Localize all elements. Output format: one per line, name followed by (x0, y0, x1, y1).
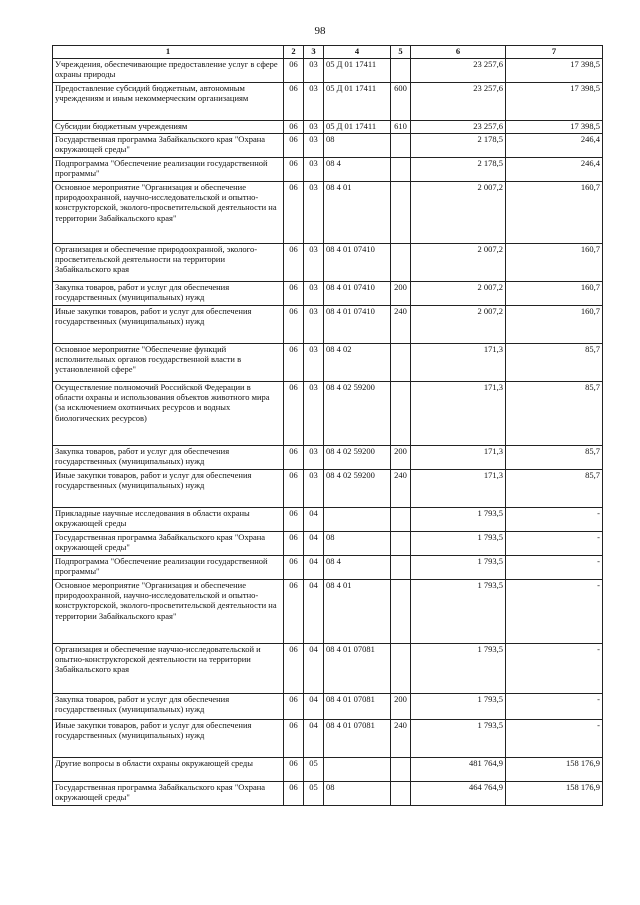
row-target-code: 08 4 (324, 556, 391, 580)
row-section-code: 06 (284, 282, 304, 306)
row-amount-1: 1 793,5 (411, 508, 506, 532)
row-target-code: 08 4 01 07081 (324, 644, 391, 694)
row-amount-1: 2 178,5 (411, 134, 506, 158)
row-amount-1: 171,3 (411, 382, 506, 446)
row-target-code: 08 4 02 59200 (324, 470, 391, 508)
row-subsection-code: 03 (304, 344, 324, 382)
table-row (53, 758, 603, 782)
row-subsection-code: 04 (304, 556, 324, 580)
table-row (53, 83, 603, 121)
row-subsection-code: 03 (304, 282, 324, 306)
row-subsection-code: 04 (304, 580, 324, 644)
column-header: 7 (506, 46, 603, 59)
row-expense-type-code (391, 382, 411, 446)
row-name: Осуществление полномочий Российской Федерации в области охраны и использования объектов животного мира (за исключением охотничьих ресурсов и водных биологических ресурсов) (53, 382, 284, 446)
row-section-code: 06 (284, 182, 304, 244)
row-section-code: 06 (284, 580, 304, 644)
row-target-code: 05 Д 01 17411 (324, 121, 391, 134)
row-target-code: 08 4 02 59200 (324, 446, 391, 470)
row-expense-type-code (391, 344, 411, 382)
row-expense-type-code (391, 758, 411, 782)
row-name: Прикладные научные исследования в области охраны окружающей среды (53, 508, 284, 532)
table-row (53, 244, 603, 282)
row-expense-type-code: 200 (391, 282, 411, 306)
row-name: Иные закупки товаров, работ и услуг для обеспечения государственных (муниципальных) нужд (53, 720, 284, 758)
row-section-code: 06 (284, 532, 304, 556)
row-section-code: 06 (284, 83, 304, 121)
row-section-code: 06 (284, 382, 304, 446)
table-row (53, 344, 603, 382)
row-name: Основное мероприятие "Организация и обеспечение природоохранной, научно-исследовательской и опытно- конструкторской, эколого-просветительской деятельности на территории Забайкальского края" (53, 580, 284, 644)
row-name: Подпрограмма "Обеспечение реализации государственной программы" (53, 158, 284, 182)
row-subsection-code: 03 (304, 244, 324, 282)
row-expense-type-code: 600 (391, 83, 411, 121)
row-section-code: 06 (284, 134, 304, 158)
table-row (53, 59, 603, 83)
row-expense-type-code (391, 580, 411, 644)
row-amount-1: 1 793,5 (411, 556, 506, 580)
row-target-code: 08 4 01 07081 (324, 694, 391, 720)
row-target-code: 08 4 01 07410 (324, 306, 391, 344)
row-target-code: 05 Д 01 17411 (324, 59, 391, 83)
row-name: Основное мероприятие "Организация и обеспечение природоохранной, научно-исследовательской и опытно- конструкторской, эколого-просветительской деятельности на территории Забайкальского края" (53, 182, 284, 244)
row-amount-2: 246,4 (506, 134, 603, 158)
row-target-code: 08 4 (324, 158, 391, 182)
row-target-code: 08 4 01 (324, 182, 391, 244)
column-header: 3 (304, 46, 324, 59)
table-row (53, 508, 603, 532)
row-expense-type-code (391, 508, 411, 532)
row-subsection-code: 03 (304, 182, 324, 244)
row-amount-2: 160,7 (506, 306, 603, 344)
row-subsection-code: 03 (304, 470, 324, 508)
row-amount-2: 17 398,5 (506, 59, 603, 83)
page-number: 98 (314, 25, 326, 37)
table-row (53, 532, 603, 556)
row-name: Учреждения, обеспечивающие предоставление услуг в сфере охраны природы (53, 59, 284, 83)
row-amount-2: - (506, 644, 603, 694)
row-target-code: 08 4 02 59200 (324, 382, 391, 446)
row-section-code: 06 (284, 344, 304, 382)
row-amount-1: 1 793,5 (411, 580, 506, 644)
row-name: Организация и обеспечение научно-исследовательской и опытно-конструкторской деятельности на территории Забайкальского края (53, 644, 284, 694)
table-body (53, 59, 603, 806)
table-row (53, 470, 603, 508)
row-amount-1: 1 793,5 (411, 532, 506, 556)
row-subsection-code: 03 (304, 158, 324, 182)
row-amount-2: - (506, 720, 603, 758)
row-expense-type-code (391, 644, 411, 694)
row-amount-1: 2 178,5 (411, 158, 506, 182)
table-row (53, 556, 603, 580)
row-amount-2: 17 398,5 (506, 83, 603, 121)
row-expense-type-code (391, 134, 411, 158)
row-amount-2: - (506, 694, 603, 720)
budget-table (52, 45, 603, 806)
header-row (53, 46, 603, 59)
row-expense-type-code (391, 182, 411, 244)
row-target-code: 08 4 01 (324, 580, 391, 644)
column-header: 2 (284, 46, 304, 59)
row-section-code: 06 (284, 782, 304, 806)
row-subsection-code: 05 (304, 758, 324, 782)
table-row (53, 580, 603, 644)
row-amount-1: 464 764,9 (411, 782, 506, 806)
row-target-code: 08 (324, 532, 391, 556)
row-subsection-code: 03 (304, 382, 324, 446)
table-row (53, 134, 603, 158)
row-amount-2: - (506, 580, 603, 644)
row-name: Основное мероприятие "Обеспечение функций исполнительных органов государственной власти в установленной сфере" (53, 344, 284, 382)
row-section-code: 06 (284, 694, 304, 720)
row-target-code (324, 758, 391, 782)
table-row (53, 644, 603, 694)
row-amount-2: 160,7 (506, 182, 603, 244)
table-row (53, 694, 603, 720)
row-name: Государственная программа Забайкальского края "Охрана окружающей среды" (53, 532, 284, 556)
row-subsection-code: 04 (304, 694, 324, 720)
table-row (53, 720, 603, 758)
row-subsection-code: 04 (304, 720, 324, 758)
table-row (53, 182, 603, 244)
row-name: Предоставление субсидий бюджетным, автономным учреждениям и иным некоммерческим организациям (53, 83, 284, 121)
row-amount-1: 171,3 (411, 344, 506, 382)
table-row (53, 121, 603, 134)
row-expense-type-code: 240 (391, 306, 411, 344)
table-row (53, 306, 603, 344)
row-name: Иные закупки товаров, работ и услуг для обеспечения государственных (муниципальных) нужд (53, 470, 284, 508)
row-expense-type-code: 200 (391, 446, 411, 470)
row-target-code: 05 Д 01 17411 (324, 83, 391, 121)
column-header: 6 (411, 46, 506, 59)
row-section-code: 06 (284, 758, 304, 782)
table-row (53, 782, 603, 806)
row-section-code: 06 (284, 446, 304, 470)
row-expense-type-code (391, 556, 411, 580)
row-section-code: 06 (284, 59, 304, 83)
row-section-code: 06 (284, 644, 304, 694)
row-section-code: 06 (284, 244, 304, 282)
row-name: Иные закупки товаров, работ и услуг для обеспечения государственных (муниципальных) нужд (53, 306, 284, 344)
row-name: Государственная программа Забайкальского края "Охрана окружающей среды" (53, 782, 284, 806)
row-subsection-code: 03 (304, 306, 324, 344)
row-name: Закупка товаров, работ и услуг для обеспечения государственных (муниципальных) нужд (53, 694, 284, 720)
row-name: Закупка товаров, работ и услуг для обеспечения государственных (муниципальных) нужд (53, 282, 284, 306)
row-amount-2: - (506, 556, 603, 580)
row-amount-1: 23 257,6 (411, 83, 506, 121)
row-amount-1: 23 257,6 (411, 59, 506, 83)
row-amount-1: 2 007,2 (411, 182, 506, 244)
row-amount-1: 2 007,2 (411, 282, 506, 306)
row-expense-type-code: 240 (391, 720, 411, 758)
row-subsection-code: 04 (304, 532, 324, 556)
row-subsection-code: 03 (304, 121, 324, 134)
row-expense-type-code: 610 (391, 121, 411, 134)
row-amount-2: 85,7 (506, 344, 603, 382)
row-subsection-code: 04 (304, 644, 324, 694)
row-amount-1: 171,3 (411, 446, 506, 470)
column-header: 5 (391, 46, 411, 59)
row-amount-1: 1 793,5 (411, 644, 506, 694)
row-amount-1: 481 764,9 (411, 758, 506, 782)
row-amount-2: 158 176,9 (506, 758, 603, 782)
row-amount-2: 246,4 (506, 158, 603, 182)
row-section-code: 06 (284, 720, 304, 758)
table-row (53, 282, 603, 306)
row-amount-1: 1 793,5 (411, 694, 506, 720)
row-expense-type-code (391, 158, 411, 182)
row-subsection-code: 03 (304, 59, 324, 83)
row-expense-type-code (391, 244, 411, 282)
row-target-code: 08 4 01 07410 (324, 282, 391, 306)
row-amount-1: 2 007,2 (411, 244, 506, 282)
row-name: Закупка товаров, работ и услуг для обеспечения государственных (муниципальных) нужд (53, 446, 284, 470)
row-amount-2: 160,7 (506, 244, 603, 282)
row-name: Другие вопросы в области охраны окружающей среды (53, 758, 284, 782)
row-subsection-code: 03 (304, 83, 324, 121)
column-header: 1 (53, 46, 284, 59)
row-section-code: 06 (284, 158, 304, 182)
table-row (53, 158, 603, 182)
row-amount-1: 2 007,2 (411, 306, 506, 344)
table-row (53, 382, 603, 446)
row-amount-2: - (506, 508, 603, 532)
row-amount-1: 23 257,6 (411, 121, 506, 134)
row-section-code: 06 (284, 470, 304, 508)
row-subsection-code: 03 (304, 446, 324, 470)
row-section-code: 06 (284, 508, 304, 532)
row-amount-2: 85,7 (506, 382, 603, 446)
row-amount-2: 85,7 (506, 470, 603, 508)
table-row (53, 446, 603, 470)
row-target-code: 08 4 02 (324, 344, 391, 382)
row-name: Организация и обеспечение природоохранной, эколого-просветительской деятельности на территории Забайкальского края (53, 244, 284, 282)
row-section-code: 06 (284, 306, 304, 344)
row-target-code: 08 (324, 782, 391, 806)
column-header: 4 (324, 46, 391, 59)
row-amount-2: 158 176,9 (506, 782, 603, 806)
row-expense-type-code (391, 782, 411, 806)
row-expense-type-code (391, 59, 411, 83)
row-section-code: 06 (284, 121, 304, 134)
row-amount-2: 17 398,5 (506, 121, 603, 134)
row-amount-1: 1 793,5 (411, 720, 506, 758)
row-expense-type-code (391, 532, 411, 556)
row-amount-2: 160,7 (506, 282, 603, 306)
row-expense-type-code: 200 (391, 694, 411, 720)
row-subsection-code: 03 (304, 134, 324, 158)
row-amount-2: - (506, 532, 603, 556)
row-expense-type-code: 240 (391, 470, 411, 508)
row-name: Подпрограмма "Обеспечение реализации государственной программы" (53, 556, 284, 580)
row-amount-1: 171,3 (411, 470, 506, 508)
row-section-code: 06 (284, 556, 304, 580)
row-subsection-code: 04 (304, 508, 324, 532)
row-name: Субсидии бюджетным учреждениям (53, 121, 284, 134)
row-target-code: 08 4 01 07410 (324, 244, 391, 282)
row-target-code: 08 4 01 07081 (324, 720, 391, 758)
row-name: Государственная программа Забайкальского края "Охрана окружающей среды" (53, 134, 284, 158)
row-subsection-code: 05 (304, 782, 324, 806)
row-target-code (324, 508, 391, 532)
row-amount-2: 85,7 (506, 446, 603, 470)
row-target-code: 08 (324, 134, 391, 158)
